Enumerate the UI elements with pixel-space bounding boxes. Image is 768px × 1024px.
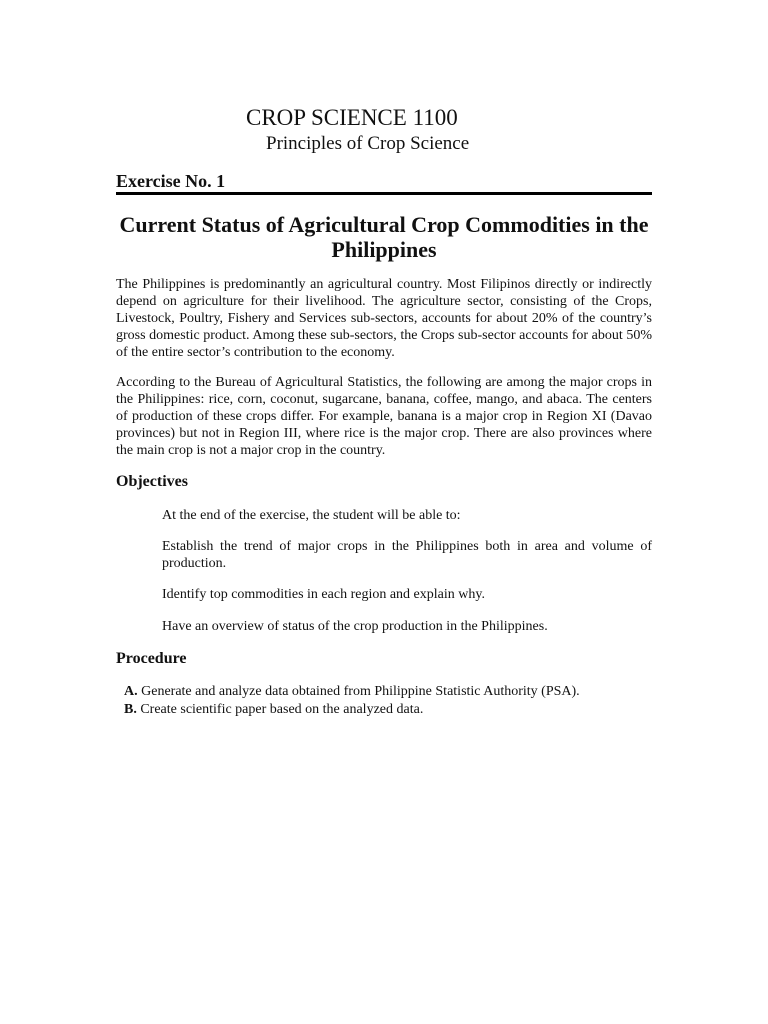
objective-item: At the end of the exercise, the student will be able to: xyxy=(162,508,461,523)
intro-paragraph-1: The Philippines is predominantly an agricultural country. Most Filipinos directly or indirectly depend on agriculture for their livelihood. The agriculture sector, consisting of the Crops, Livestock, Poultry, Fishery and Services sub-sectors, accounts for about 20% of the country’s gross domestic product. Among these sub-sectors, the Crops sub-sector accounts for about 50% of the entire sector’s contribution to the economy. xyxy=(116,277,652,360)
course-name: Principles of Crop Science xyxy=(266,133,470,154)
document-title: Current Status of Agricultural Crop Commodities in the Philippines xyxy=(119,212,649,262)
procedure-heading: Procedure xyxy=(116,650,187,667)
objectives-heading: Objectives xyxy=(116,473,188,490)
objective-item: Identify top commodities in each region and explain why. xyxy=(162,587,485,602)
procedure-item xyxy=(124,701,652,719)
heading-divider xyxy=(116,192,652,195)
procedure-item xyxy=(124,683,652,701)
course-code: CROP SCIENCE 1100 xyxy=(246,105,458,130)
exercise-label: Exercise No. 1 xyxy=(116,171,226,191)
procedure-item-letter: A. xyxy=(124,684,138,699)
intro-paragraph-2: According to the Bureau of Agricultural Statistics, the following are among the major crops in the Philippines: rice, corn, coconut, sugarcane, banana, coffee, mango, and abaca. The centers of production of these crops differ. For example, banana is a major crop in Region XI (Davao provinces) but not in Region III, where rice is the major crop. There are also provinces where the main crop is not a major crop in the country. xyxy=(116,375,652,458)
procedure-item-text: Generate and analyze data obtained from Philippine Statistic Authority (PSA). xyxy=(137,684,580,699)
objective-item: Establish the trend of major crops in the Philippines both in area and volume of production. xyxy=(162,539,652,571)
procedure-list xyxy=(124,683,652,719)
procedure-item-letter: B. xyxy=(124,702,137,717)
procedure-item-text: Create scientific paper based on the analyzed data. xyxy=(136,702,424,717)
objective-item: Have an overview of status of the crop production in the Philippines. xyxy=(162,619,548,634)
